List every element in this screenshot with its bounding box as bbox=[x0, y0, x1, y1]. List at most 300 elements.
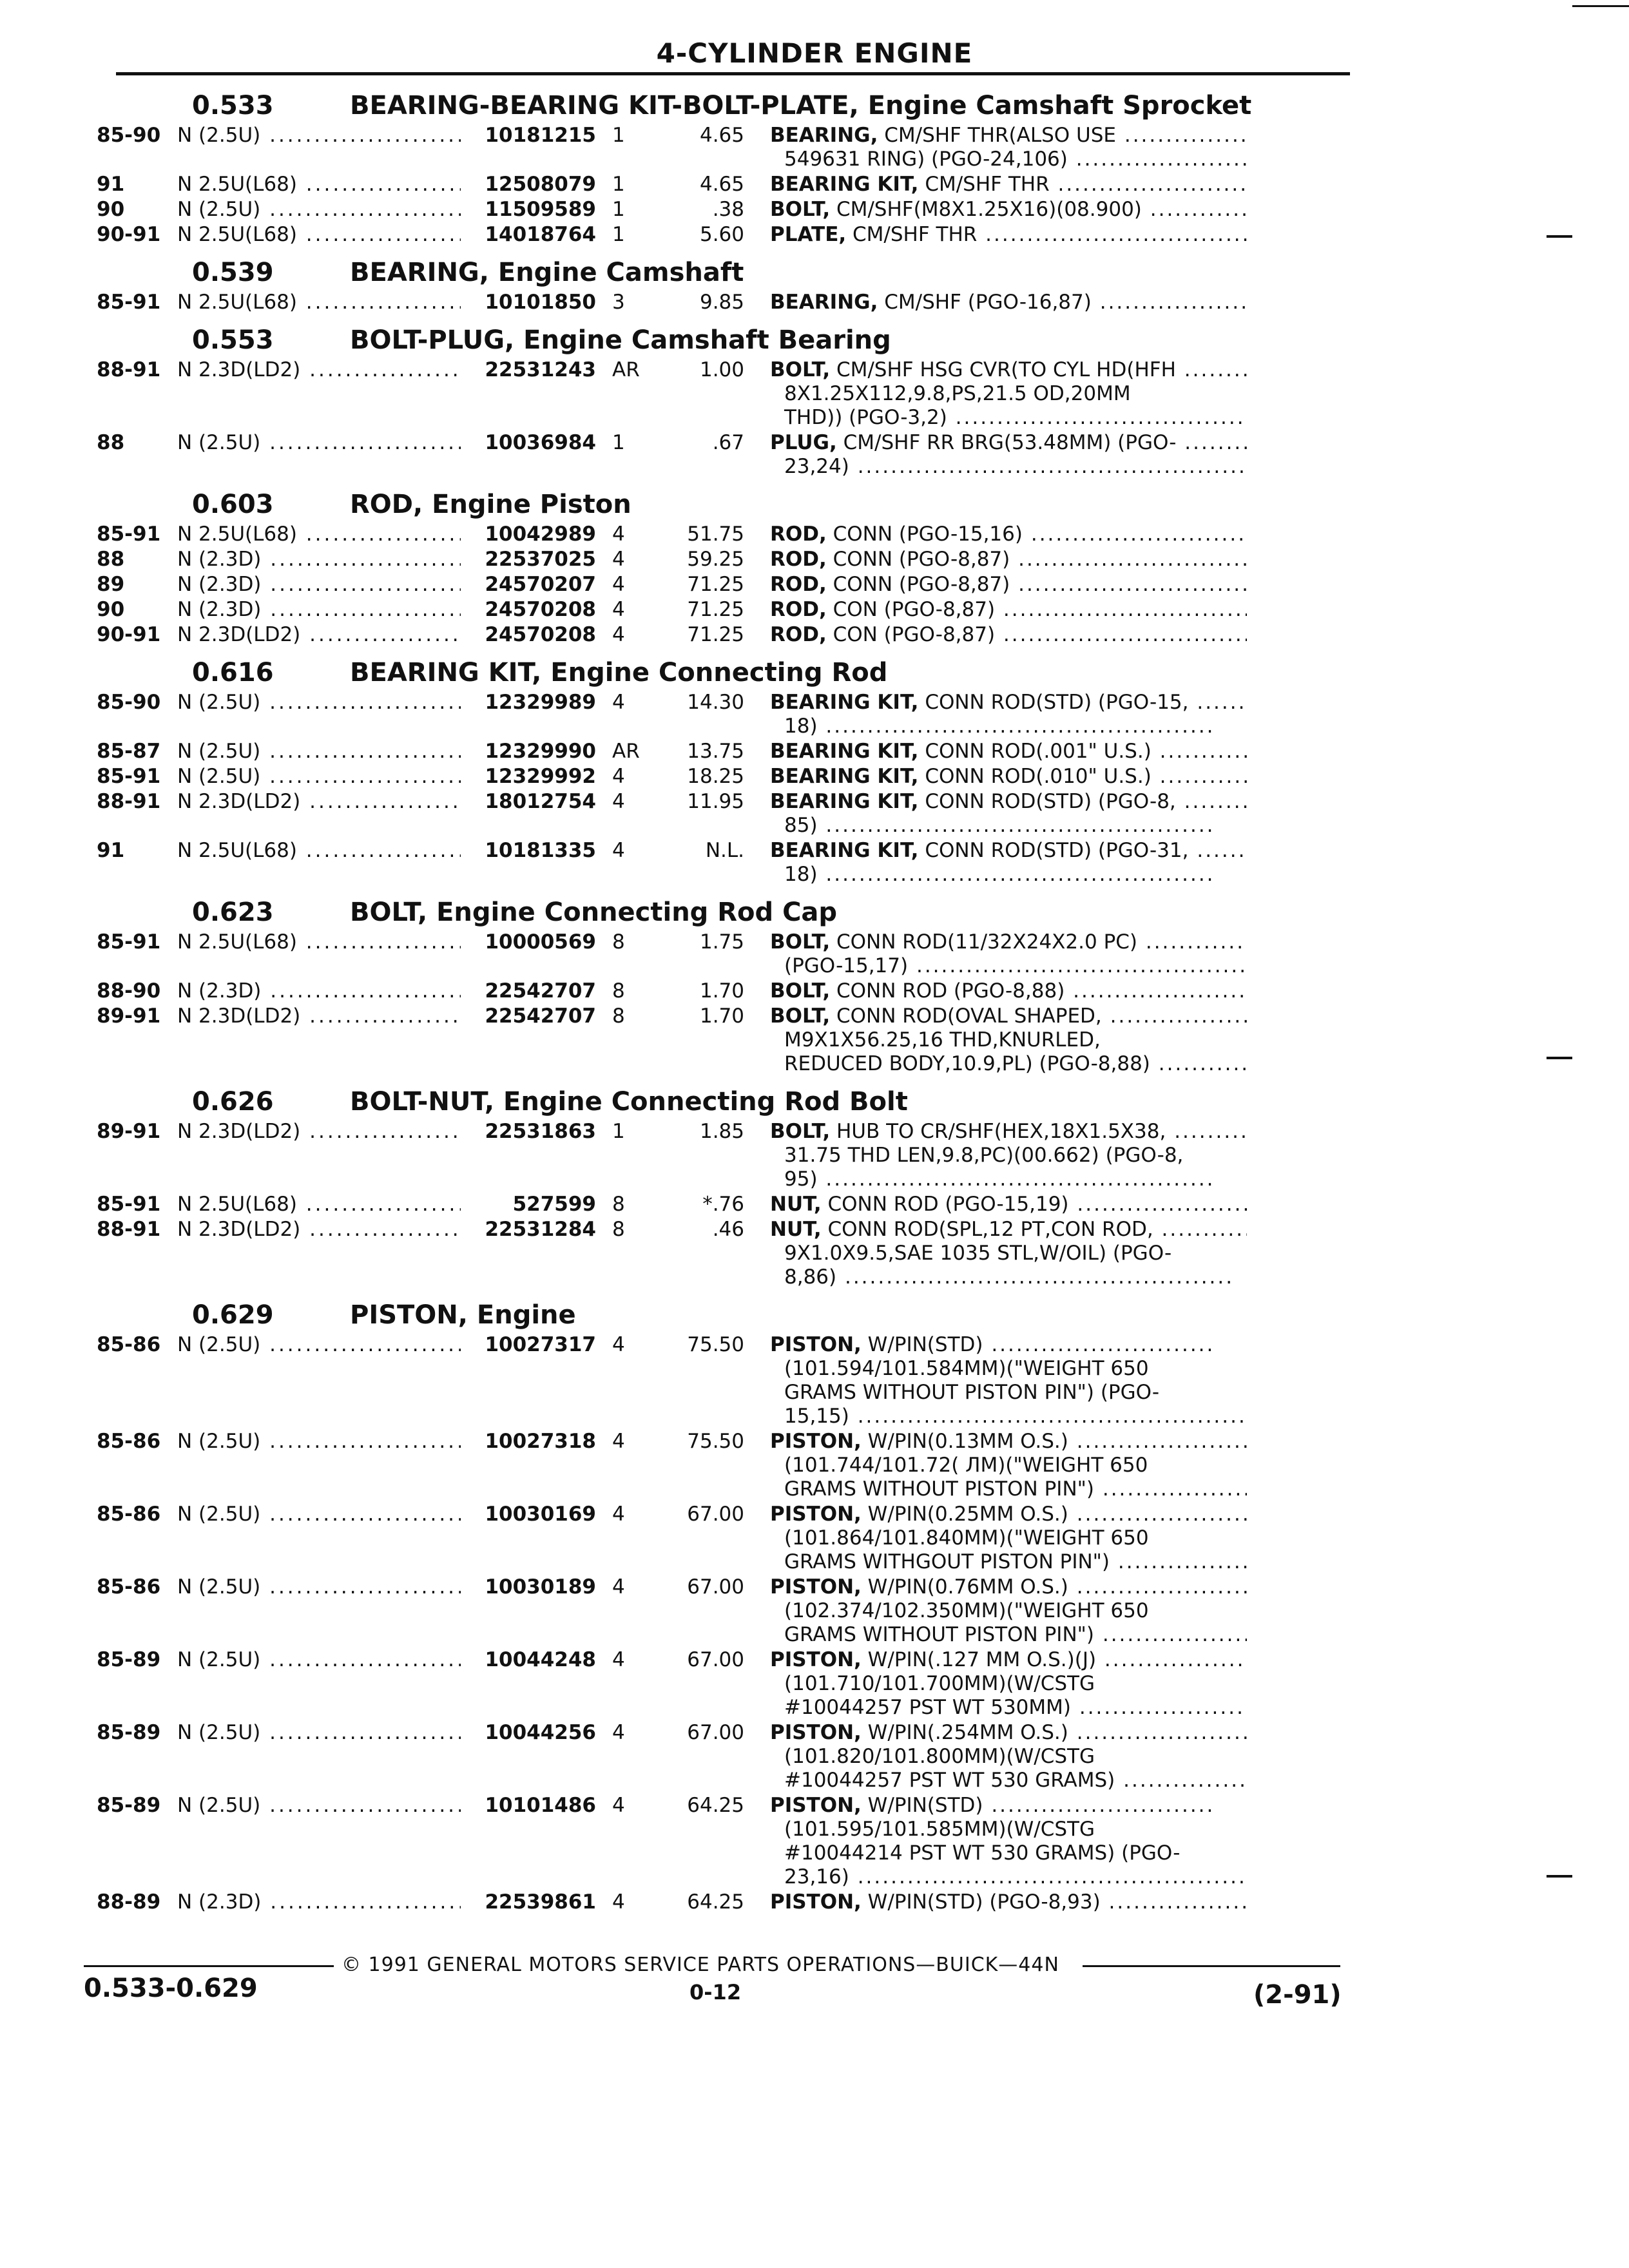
description-text: CM/SHF HSG CVR(TO CYL HD(HFH bbox=[836, 358, 1176, 381]
description-text: (101.710/101.700MM)(W/CSTG bbox=[784, 1672, 1095, 1695]
price: 13.75 bbox=[687, 740, 744, 763]
description-line bbox=[770, 740, 1247, 764]
part-row bbox=[97, 573, 1353, 597]
description-line bbox=[770, 358, 1247, 382]
part-name: BEARING KIT, bbox=[770, 765, 919, 788]
part-name: BOLT, bbox=[770, 979, 831, 1003]
price: 64.25 bbox=[687, 1794, 744, 1817]
part-description bbox=[770, 740, 1247, 764]
model-years: 88-91 bbox=[97, 790, 161, 813]
quantity: 4 bbox=[612, 1794, 625, 1817]
description-line bbox=[770, 1193, 1247, 1216]
price: 67.00 bbox=[687, 1503, 744, 1526]
quantity: 1 bbox=[612, 223, 625, 246]
description-line bbox=[770, 523, 1247, 546]
description-text: CM/SHF THR bbox=[925, 173, 1050, 196]
part-description bbox=[770, 623, 1247, 647]
part-description bbox=[770, 1430, 1247, 1501]
description-text: 8X1.25X112,9.8,PS,21.5 OD,20MM bbox=[784, 382, 1131, 405]
description-line bbox=[770, 1865, 1247, 1889]
description-text: CONN ROD (PGO-15,19) bbox=[827, 1193, 1069, 1216]
section-title: BOLT, Engine Connecting Rod Cap bbox=[350, 898, 838, 927]
description-line bbox=[770, 765, 1247, 789]
section-heading bbox=[97, 323, 1353, 357]
edge-tick bbox=[1547, 235, 1572, 238]
description-text: W/PIN(.127 MM O.S.)(J) bbox=[867, 1648, 1097, 1671]
part-description bbox=[770, 548, 1247, 572]
part-number: 12329992 bbox=[485, 765, 596, 788]
part-row bbox=[97, 431, 1353, 479]
part-description bbox=[770, 124, 1247, 171]
price: .46 bbox=[712, 1218, 744, 1241]
part-name: BEARING, bbox=[770, 124, 878, 147]
part-row bbox=[97, 623, 1353, 647]
price: 1.00 bbox=[699, 358, 744, 381]
part-number: 527599 bbox=[512, 1193, 596, 1216]
description-line bbox=[770, 1599, 1247, 1623]
part-name: PLATE, bbox=[770, 223, 847, 246]
part-number: 24570208 bbox=[485, 623, 596, 646]
part-name: NUT, bbox=[770, 1193, 822, 1216]
description-line bbox=[770, 223, 1247, 247]
model-years: 85-89 bbox=[97, 1648, 161, 1671]
section-code: 0.539 bbox=[192, 258, 274, 287]
part-number: 10027318 bbox=[485, 1430, 596, 1453]
quantity: 4 bbox=[612, 623, 625, 646]
description-line bbox=[770, 1696, 1247, 1720]
part-number: 22537025 bbox=[485, 548, 596, 571]
section-code: 0.629 bbox=[192, 1300, 274, 1330]
part-row bbox=[97, 1120, 1353, 1191]
part-number: 10044248 bbox=[485, 1648, 596, 1671]
catalog-section bbox=[97, 1298, 1353, 1914]
description-text: CONN ROD(STD) (PGO-31, bbox=[925, 839, 1189, 862]
description-text: GRAMS WITHOUT PISTON PIN") bbox=[784, 1623, 1094, 1646]
description-line bbox=[770, 291, 1247, 314]
part-number: 22531284 bbox=[485, 1218, 596, 1241]
price: 1.75 bbox=[699, 930, 744, 954]
description-line bbox=[770, 954, 1247, 978]
quantity: AR bbox=[612, 740, 640, 763]
part-row bbox=[97, 979, 1353, 1003]
part-description bbox=[770, 198, 1247, 222]
section-heading bbox=[97, 1085, 1353, 1119]
section-heading bbox=[97, 656, 1353, 689]
price: 4.65 bbox=[699, 173, 744, 196]
section-heading bbox=[97, 89, 1353, 122]
description-line bbox=[770, 1333, 1247, 1357]
part-row bbox=[97, 173, 1353, 197]
engine-code: N 2.5U(L68) ..... bbox=[177, 839, 461, 863]
description-text: CONN ROD(OVAL SHAPED, bbox=[836, 1004, 1102, 1028]
footer-date: (2-91) bbox=[1253, 1980, 1342, 2010]
quantity: 1 bbox=[612, 173, 625, 196]
model-years: 85-91 bbox=[97, 930, 161, 954]
quantity: 4 bbox=[612, 1648, 625, 1671]
description-line bbox=[770, 715, 1247, 738]
description-line bbox=[770, 1265, 1247, 1289]
section-title: BEARING-BEARING KIT-BOLT-PLATE, Engine Camshaft Sprocket bbox=[350, 91, 1252, 120]
engine-code: N 2.5U(L68) ..... bbox=[177, 523, 461, 546]
section-heading bbox=[97, 488, 1353, 521]
part-name: ROD, bbox=[770, 548, 827, 571]
model-years: 88-89 bbox=[97, 1890, 161, 1914]
part-description bbox=[770, 598, 1247, 622]
description-line bbox=[770, 839, 1247, 863]
part-name: ROD, bbox=[770, 623, 827, 646]
price: 64.25 bbox=[687, 1890, 744, 1914]
quantity: 3 bbox=[612, 291, 625, 314]
description-text: CONN ROD (PGO-8,88) bbox=[836, 979, 1065, 1003]
engine-code: N (2.5U) ..... bbox=[177, 1648, 461, 1672]
description-line bbox=[770, 406, 1247, 430]
model-years: 89-91 bbox=[97, 1120, 161, 1143]
description-text: CONN (PGO-8,87) bbox=[833, 548, 1010, 571]
description-text: W/PIN(0.76MM O.S.) bbox=[867, 1575, 1068, 1599]
description-text: 31.75 THD LEN,9.8,PC)(00.662) (PGO-8, bbox=[784, 1144, 1184, 1167]
model-years: 85-91 bbox=[97, 1193, 161, 1216]
part-number: 11509589 bbox=[485, 198, 596, 221]
part-description bbox=[770, 1794, 1247, 1889]
description-line bbox=[770, 598, 1247, 622]
description-line bbox=[770, 1841, 1247, 1865]
catalog-section bbox=[97, 1085, 1353, 1289]
model-years: 89 bbox=[97, 573, 125, 596]
engine-code: N 2.5U(L68) ..... bbox=[177, 1193, 461, 1216]
description-text: 18) bbox=[784, 863, 818, 886]
catalog-section bbox=[97, 256, 1353, 314]
part-name: PISTON, bbox=[770, 1890, 862, 1914]
quantity: 4 bbox=[612, 548, 625, 571]
description-line bbox=[770, 198, 1247, 222]
description-line bbox=[770, 863, 1247, 887]
description-text: CON (PGO-8,87) bbox=[833, 598, 996, 621]
catalog-section bbox=[97, 89, 1353, 247]
engine-code: N (2.5U) ..... bbox=[177, 198, 461, 222]
description-text: 95) bbox=[784, 1168, 818, 1191]
quantity: 4 bbox=[612, 1503, 625, 1526]
part-description bbox=[770, 930, 1247, 978]
description-text: W/PIN(0.13MM O.S.) bbox=[867, 1430, 1068, 1453]
section-heading bbox=[97, 896, 1353, 929]
model-years: 85-89 bbox=[97, 1794, 161, 1817]
description-line bbox=[770, 382, 1247, 406]
engine-code: N 2.3D(LD2) ..... bbox=[177, 1218, 461, 1242]
price: 67.00 bbox=[687, 1575, 744, 1599]
description-line bbox=[770, 1454, 1247, 1477]
section-title: BEARING, Engine Camshaft bbox=[350, 258, 744, 287]
part-number: 10044256 bbox=[485, 1721, 596, 1744]
part-description bbox=[770, 1218, 1247, 1289]
description-text: CONN ROD(11/32X24X2.0 PC) bbox=[836, 930, 1137, 954]
part-name: BOLT, bbox=[770, 1004, 831, 1028]
engine-code: N (2.5U) ..... bbox=[177, 765, 461, 789]
engine-code: N (2.5U) ..... bbox=[177, 1333, 461, 1357]
quantity: 4 bbox=[612, 1430, 625, 1453]
part-number: 10027317 bbox=[485, 1333, 596, 1356]
price: 59.25 bbox=[687, 548, 744, 571]
price: 11.95 bbox=[687, 790, 744, 813]
price: 1.70 bbox=[699, 1004, 744, 1028]
description-line bbox=[770, 1503, 1247, 1526]
price: 18.25 bbox=[687, 765, 744, 788]
part-name: ROD, bbox=[770, 573, 827, 596]
part-description bbox=[770, 1890, 1247, 1914]
section-title: ROD, Engine Piston bbox=[350, 490, 631, 519]
part-row bbox=[97, 598, 1353, 622]
model-years: 88 bbox=[97, 548, 125, 571]
description-line bbox=[770, 1120, 1247, 1144]
part-name: BOLT, bbox=[770, 198, 831, 221]
description-line bbox=[770, 1430, 1247, 1454]
part-number: 10181215 bbox=[485, 124, 596, 147]
description-line bbox=[770, 1526, 1247, 1550]
section-code: 0.623 bbox=[192, 898, 274, 927]
part-row bbox=[97, 930, 1353, 978]
part-row bbox=[97, 1648, 1353, 1720]
part-description bbox=[770, 839, 1247, 887]
part-number: 10181335 bbox=[485, 839, 596, 862]
quantity: 8 bbox=[612, 1004, 625, 1028]
edge-tick bbox=[1547, 1057, 1572, 1059]
section-title: BOLT-PLUG, Engine Camshaft Bearing bbox=[350, 325, 891, 355]
quantity: 4 bbox=[612, 598, 625, 621]
part-name: BEARING KIT, bbox=[770, 740, 919, 763]
model-years: 88-91 bbox=[97, 1218, 161, 1241]
section-title: BEARING KIT, Engine Connecting Rod bbox=[350, 658, 888, 687]
description-text: W/PIN(STD) (PGO-8,93) bbox=[867, 1890, 1101, 1914]
part-number: 10000569 bbox=[485, 930, 596, 954]
model-years: 85-90 bbox=[97, 691, 161, 714]
quantity: 4 bbox=[612, 1333, 625, 1356]
quantity: 4 bbox=[612, 839, 625, 862]
part-name: BEARING KIT, bbox=[770, 173, 919, 196]
engine-code: N (2.5U) ..... bbox=[177, 1503, 461, 1526]
part-description bbox=[770, 1575, 1247, 1647]
price: 1.85 bbox=[699, 1120, 744, 1143]
part-number: 10036984 bbox=[485, 431, 596, 454]
model-years: 90 bbox=[97, 198, 125, 221]
price: 75.50 bbox=[687, 1430, 744, 1453]
quantity: 1 bbox=[612, 198, 625, 221]
description-line bbox=[770, 1004, 1247, 1028]
description-text: CM/SHF (PGO-16,87) bbox=[884, 291, 1092, 314]
model-years: 88-90 bbox=[97, 979, 161, 1003]
part-description bbox=[770, 291, 1247, 314]
part-number: 22539861 bbox=[485, 1890, 596, 1914]
quantity: 8 bbox=[612, 930, 625, 954]
engine-code: N 2.3D(LD2) ..... bbox=[177, 1120, 461, 1144]
part-row bbox=[97, 839, 1353, 887]
model-years: 85-90 bbox=[97, 124, 161, 147]
part-description bbox=[770, 431, 1247, 479]
price: .67 bbox=[712, 431, 744, 454]
description-line bbox=[770, 431, 1247, 455]
engine-code: N 2.3D(LD2) ..... bbox=[177, 790, 461, 814]
description-text: 85) bbox=[784, 814, 818, 837]
part-row bbox=[97, 1503, 1353, 1574]
section-code: 0.616 bbox=[192, 658, 274, 687]
part-description bbox=[770, 173, 1247, 197]
part-description bbox=[770, 1503, 1247, 1574]
model-years: 91 bbox=[97, 173, 125, 196]
quantity: 4 bbox=[612, 1575, 625, 1599]
description-line bbox=[770, 979, 1247, 1003]
engine-code: N (2.3D) ..... bbox=[177, 548, 461, 572]
part-description bbox=[770, 790, 1247, 838]
part-description bbox=[770, 765, 1247, 789]
engine-code: N 2.3D(LD2) ..... bbox=[177, 1004, 461, 1028]
part-number: 10030169 bbox=[485, 1503, 596, 1526]
model-years: 85-86 bbox=[97, 1333, 161, 1356]
price: 71.25 bbox=[687, 573, 744, 596]
price: N.L. bbox=[705, 839, 744, 862]
part-description bbox=[770, 979, 1247, 1003]
part-name: ROD, bbox=[770, 598, 827, 621]
part-row bbox=[97, 1430, 1353, 1501]
engine-code: N 2.3D(LD2) ..... bbox=[177, 358, 461, 382]
description-text: W/PIN(STD) bbox=[867, 1333, 983, 1356]
description-line bbox=[770, 1052, 1247, 1076]
part-row bbox=[97, 1575, 1353, 1647]
description-text: GRAMS WITHOUT PISTON PIN") (PGO- bbox=[784, 1381, 1160, 1404]
quantity: 4 bbox=[612, 523, 625, 546]
model-years: 85-87 bbox=[97, 740, 161, 763]
section-title: BOLT-NUT, Engine Connecting Rod Bolt bbox=[350, 1087, 908, 1117]
description-text: 8,86) bbox=[784, 1265, 837, 1289]
catalog-section bbox=[97, 488, 1353, 647]
part-description bbox=[770, 1120, 1247, 1191]
quantity: 8 bbox=[612, 1218, 625, 1241]
footer-rule-right bbox=[1083, 1965, 1340, 1967]
part-row bbox=[97, 523, 1353, 546]
price: *.76 bbox=[702, 1193, 744, 1216]
part-name: BEARING KIT, bbox=[770, 691, 919, 714]
part-number: 24570207 bbox=[485, 573, 596, 596]
engine-code: N 2.3D(LD2) ..... bbox=[177, 623, 461, 647]
part-name: NUT, bbox=[770, 1218, 822, 1241]
part-number: 10042989 bbox=[485, 523, 596, 546]
model-years: 85-86 bbox=[97, 1430, 161, 1453]
description-line bbox=[770, 1818, 1247, 1841]
quantity: 4 bbox=[612, 573, 625, 596]
part-number: 22542707 bbox=[485, 1004, 596, 1028]
model-years: 88 bbox=[97, 431, 125, 454]
description-text: 18) bbox=[784, 715, 818, 738]
description-text: REDUCED BODY,10.9,PL) (PGO-8,88) bbox=[784, 1052, 1150, 1075]
description-line bbox=[770, 1357, 1247, 1381]
part-row bbox=[97, 1721, 1353, 1792]
price: 9.85 bbox=[699, 291, 744, 314]
engine-code: N 2.5U(L68) ..... bbox=[177, 291, 461, 314]
part-description bbox=[770, 1004, 1247, 1076]
model-years: 85-86 bbox=[97, 1503, 161, 1526]
part-name: BEARING KIT, bbox=[770, 839, 919, 862]
part-name: ROD, bbox=[770, 523, 827, 546]
description-text: #10044257 PST WT 530 GRAMS) bbox=[784, 1769, 1115, 1792]
quantity: 1 bbox=[612, 124, 625, 147]
description-text: CONN ROD(.010" U.S.) bbox=[925, 765, 1152, 788]
quantity: 4 bbox=[612, 1890, 625, 1914]
engine-code: N (2.5U) ..... bbox=[177, 1794, 461, 1818]
part-description bbox=[770, 1721, 1247, 1792]
price: 67.00 bbox=[687, 1721, 744, 1744]
part-number: 24570208 bbox=[485, 598, 596, 621]
part-name: BOLT, bbox=[770, 358, 831, 381]
model-years: 90 bbox=[97, 598, 125, 621]
page-title: 4-CYLINDER ENGINE bbox=[656, 37, 973, 69]
quantity: 4 bbox=[612, 790, 625, 813]
part-name: BOLT, bbox=[770, 930, 831, 954]
part-row bbox=[97, 358, 1353, 430]
description-line bbox=[770, 1405, 1247, 1428]
part-number: 12508079 bbox=[485, 173, 596, 196]
price: 75.50 bbox=[687, 1333, 744, 1356]
part-name: PLUG, bbox=[770, 431, 837, 454]
description-text: CM/SHF RR BRG(53.48MM) (PGO- bbox=[843, 431, 1177, 454]
part-name: BOLT, bbox=[770, 1120, 831, 1143]
engine-code: N (2.5U) ..... bbox=[177, 1430, 461, 1454]
part-row bbox=[97, 1333, 1353, 1428]
part-row bbox=[97, 1218, 1353, 1289]
description-text: HUB TO CR/SHF(HEX,18X1.5X38, bbox=[836, 1120, 1166, 1143]
quantity: AR bbox=[612, 358, 640, 381]
part-number: 22531243 bbox=[485, 358, 596, 381]
section-heading bbox=[97, 1298, 1353, 1332]
part-name: BEARING KIT, bbox=[770, 790, 919, 813]
price: 67.00 bbox=[687, 1648, 744, 1671]
footer-range: 0.533-0.629 bbox=[84, 1974, 258, 2003]
section-code: 0.626 bbox=[192, 1087, 274, 1117]
part-description bbox=[770, 1193, 1247, 1216]
description-line bbox=[770, 455, 1247, 479]
price: 4.65 bbox=[699, 124, 744, 147]
description-text: (101.595/101.585MM)(W/CSTG bbox=[784, 1818, 1095, 1841]
engine-code: N 2.5U(L68) ..... bbox=[177, 930, 461, 954]
part-number: 22531863 bbox=[485, 1120, 596, 1143]
price: 5.60 bbox=[699, 223, 744, 246]
description-text: (101.744/101.72( ЛМ)("WEIGHT 650 bbox=[784, 1454, 1148, 1477]
part-number: 14018764 bbox=[485, 223, 596, 246]
part-name: PISTON, bbox=[770, 1503, 862, 1526]
page-number: 0-12 bbox=[689, 1980, 742, 2004]
description-line bbox=[770, 814, 1247, 838]
description-text: (PGO-15,17) bbox=[784, 954, 909, 977]
section-title: PISTON, Engine bbox=[350, 1300, 576, 1330]
catalog-section bbox=[97, 656, 1353, 887]
description-line bbox=[770, 1144, 1247, 1168]
description-text: GRAMS WITHOUT PISTON PIN") bbox=[784, 1477, 1094, 1501]
description-text: (102.374/102.350MM)("WEIGHT 650 bbox=[784, 1599, 1149, 1622]
description-text: #10044214 PST WT 530 GRAMS) (PGO- bbox=[784, 1841, 1181, 1865]
engine-code: N (2.3D) ..... bbox=[177, 598, 461, 622]
model-years: 85-86 bbox=[97, 1575, 161, 1599]
description-text: CONN ROD(.001" U.S.) bbox=[925, 740, 1152, 763]
engine-code: N (2.5U) ..... bbox=[177, 691, 461, 715]
description-line bbox=[770, 1028, 1247, 1052]
part-name: PISTON, bbox=[770, 1648, 862, 1671]
model-years: 90-91 bbox=[97, 623, 161, 646]
description-line bbox=[770, 1745, 1247, 1769]
description-text: 549631 RING) (PGO-24,106) bbox=[784, 148, 1068, 171]
part-description bbox=[770, 691, 1247, 738]
description-text: (101.864/101.840MM)("WEIGHT 650 bbox=[784, 1526, 1149, 1550]
engine-code: N (2.5U) ..... bbox=[177, 1721, 461, 1745]
part-row bbox=[97, 1004, 1353, 1076]
description-text: 23,24) bbox=[784, 455, 849, 478]
engine-code: N 2.5U(L68) ..... bbox=[177, 173, 461, 197]
edge-tick bbox=[1547, 1875, 1572, 1878]
